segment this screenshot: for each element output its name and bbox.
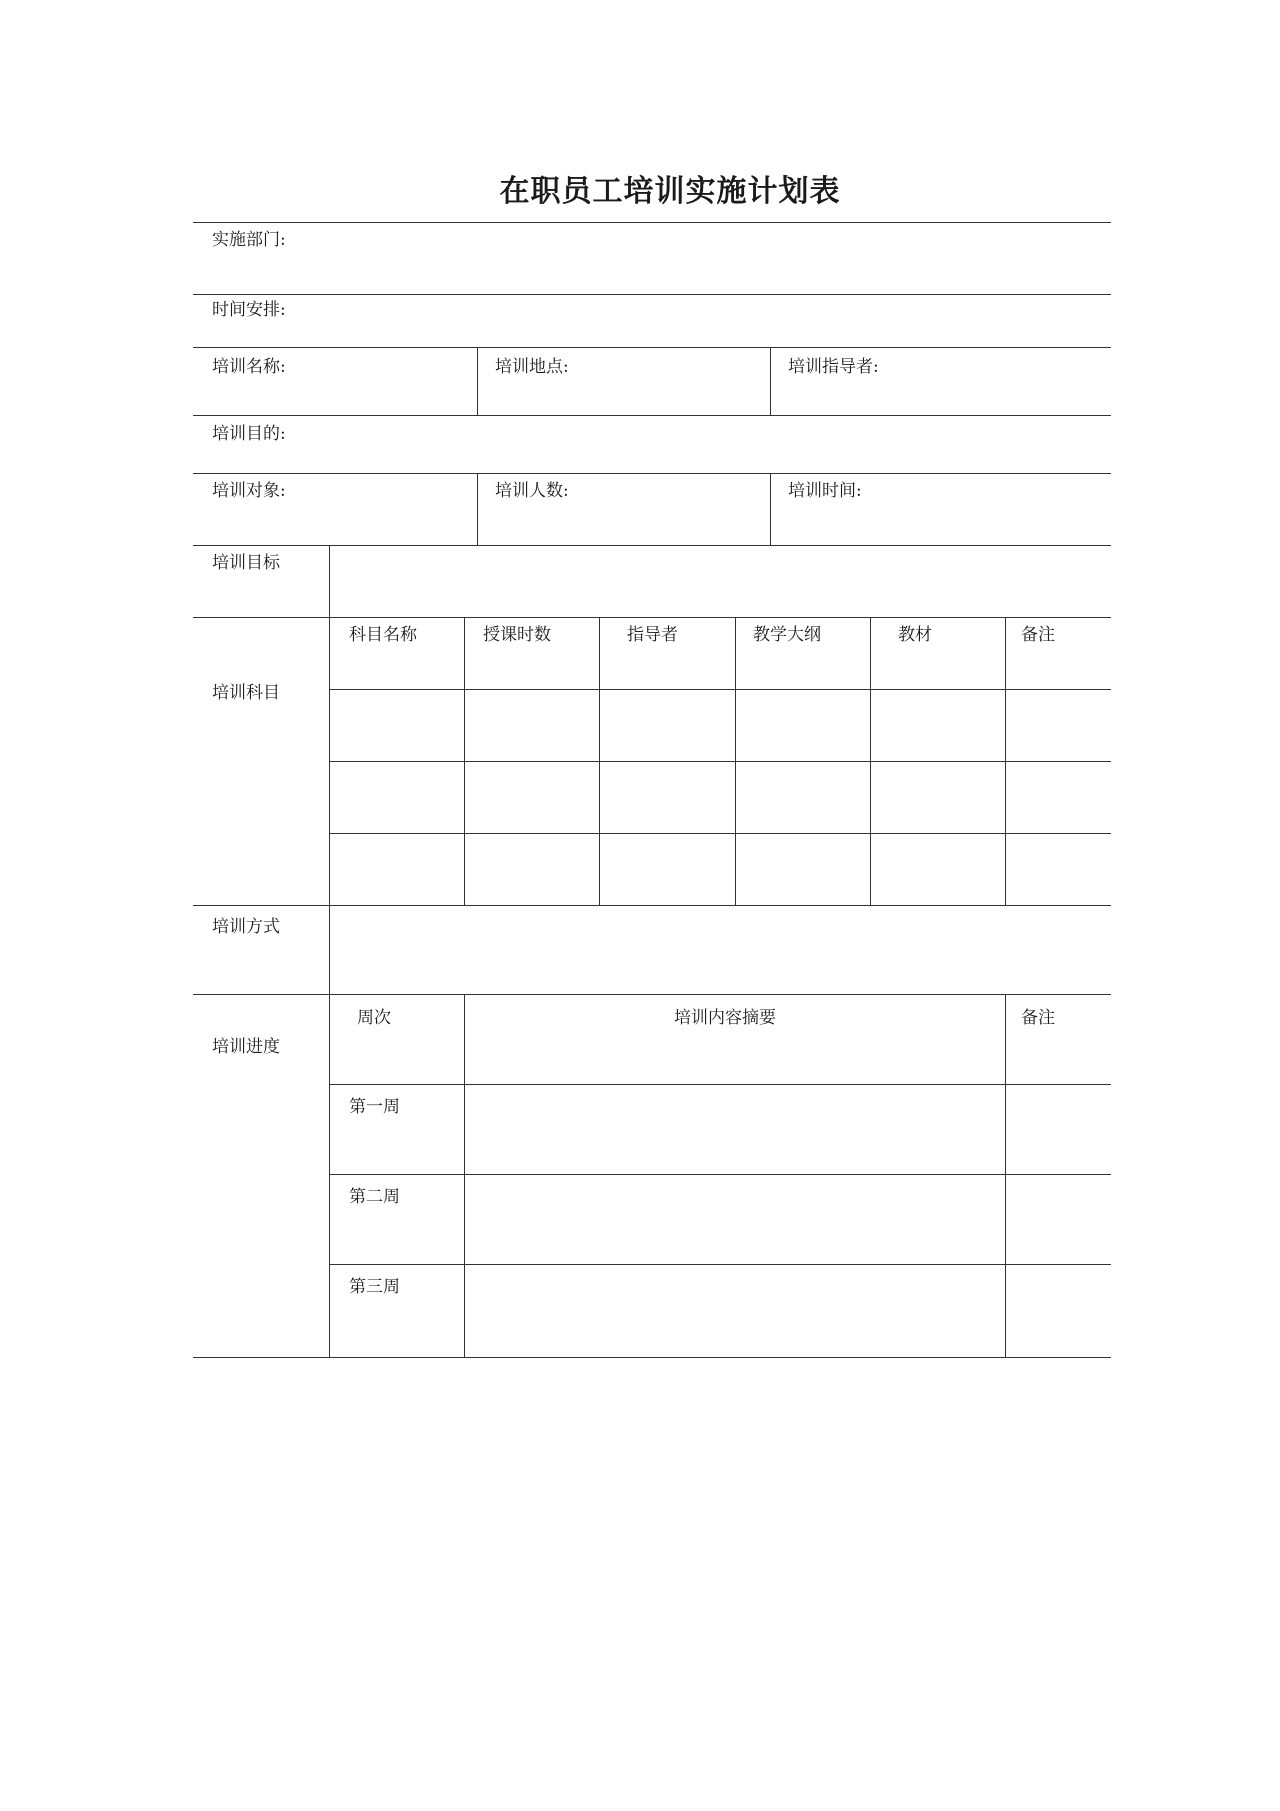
goal-section-label: 培训目标 — [212, 553, 280, 573]
training-time-label: 培训时间: — [788, 481, 862, 501]
col-divider — [464, 994, 465, 1357]
row-divider — [329, 1264, 1111, 1265]
col-divider — [770, 473, 771, 545]
page-title: 在职员工培训实施计划表 — [499, 174, 841, 209]
subjects-header-remarks: 备注 — [1021, 625, 1055, 645]
row-divider — [329, 833, 1111, 834]
row-divider — [193, 994, 1111, 995]
col-divider — [477, 473, 478, 545]
table-border-top — [193, 222, 1111, 223]
training-purpose-label: 培训目的: — [212, 424, 286, 444]
row-divider — [193, 415, 1111, 416]
subjects-header-instructor: 指导者 — [627, 625, 678, 645]
col-divider — [1005, 994, 1006, 1357]
subjects-header-materials: 教材 — [898, 625, 932, 645]
training-location-label: 培训地点: — [495, 357, 569, 377]
training-name-label: 培训名称: — [212, 357, 286, 377]
col-divider — [770, 347, 771, 415]
training-count-label: 培训人数: — [495, 481, 569, 501]
row-divider — [329, 689, 1111, 690]
progress-header-week: 周次 — [357, 1008, 391, 1028]
training-instructor-label: 培训指导者: — [788, 357, 879, 377]
label-col-divider — [329, 545, 330, 1357]
subjects-header-syllabus: 教学大纲 — [753, 625, 821, 645]
row-divider — [193, 473, 1111, 474]
method-section-label: 培训方式 — [212, 917, 280, 937]
table-border-bottom — [193, 1357, 1111, 1358]
subjects-header-hours: 授课时数 — [483, 625, 551, 645]
subjects-section-label: 培训科目 — [212, 683, 280, 703]
col-divider — [1005, 617, 1006, 905]
progress-header-summary: 培训内容摘要 — [674, 1008, 776, 1028]
row-divider — [193, 905, 1111, 906]
progress-header-remarks: 备注 — [1021, 1008, 1055, 1028]
row-divider — [329, 761, 1111, 762]
col-divider — [870, 617, 871, 905]
row-divider — [193, 617, 1111, 618]
progress-row-week: 第三周 — [349, 1277, 400, 1297]
col-divider — [599, 617, 600, 905]
subjects-header-name: 科目名称 — [349, 625, 417, 645]
row-divider — [193, 347, 1111, 348]
row-divider — [193, 294, 1111, 295]
progress-row-week: 第二周 — [349, 1187, 400, 1207]
progress-section-label: 培训进度 — [212, 1037, 280, 1057]
department-label: 实施部门: — [212, 230, 286, 250]
col-divider — [464, 617, 465, 905]
col-divider — [477, 347, 478, 415]
row-divider — [329, 1084, 1111, 1085]
col-divider — [735, 617, 736, 905]
schedule-label: 时间安排: — [212, 300, 286, 320]
training-audience-label: 培训对象: — [212, 481, 286, 501]
progress-row-week: 第一周 — [349, 1097, 400, 1117]
row-divider — [329, 1174, 1111, 1175]
row-divider — [193, 545, 1111, 546]
